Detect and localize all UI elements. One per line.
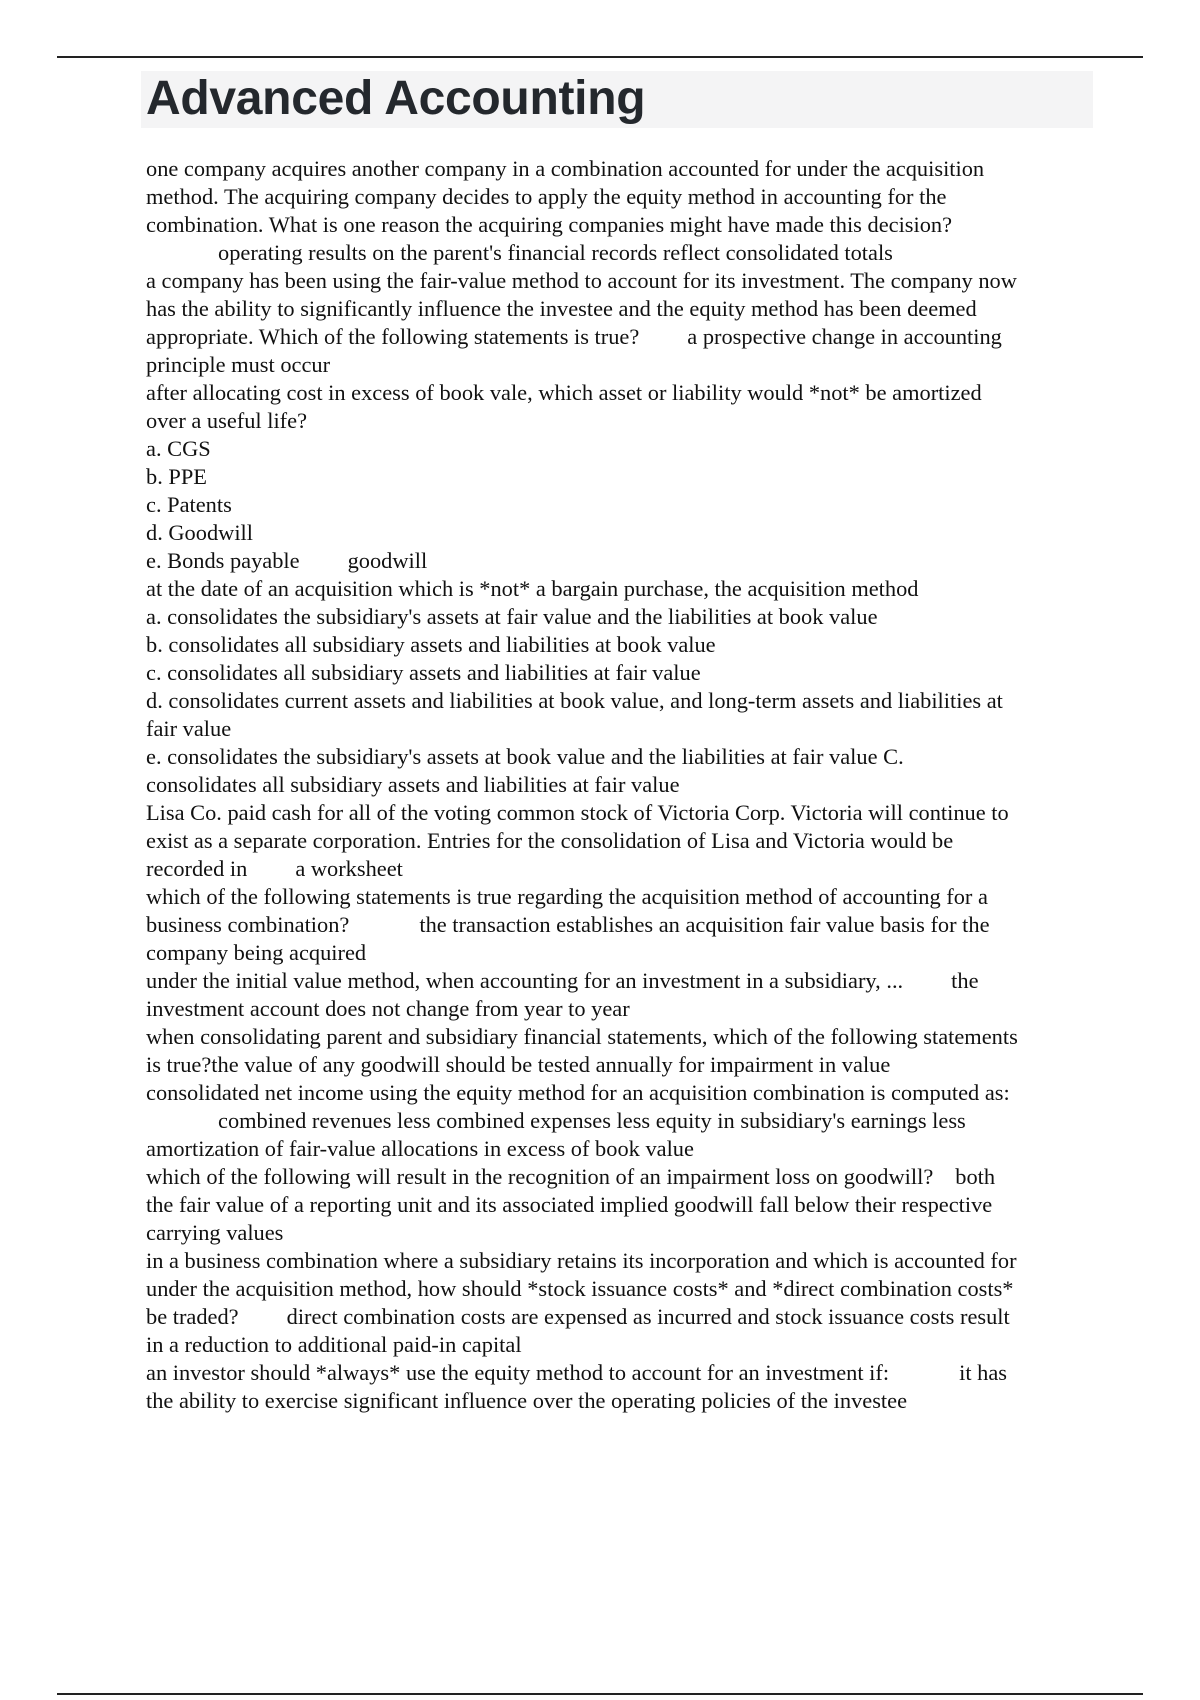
option-line: a. CGS (146, 436, 211, 461)
text-line: the fair value of a reporting unit and its associated implied goodwill fall below their respective (146, 1192, 993, 1217)
option-line: b. PPE (146, 464, 207, 489)
text-line: when consolidating parent and subsidiary financial statements, which of the following statements (146, 1024, 1018, 1049)
answer-text: a worksheet (295, 856, 403, 881)
text-line (146, 1359, 1146, 1387)
option-line (146, 547, 1146, 575)
option-line: d. consolidates current assets and liabilities at book value, and long-term assets and liabilities at (146, 688, 1003, 713)
question-text: be traded? (146, 1304, 239, 1329)
answer-text: a prospective change in accounting (687, 324, 1002, 349)
option-line: a. consolidates the subsidiary's assets at fair value and the liabilities at book value (146, 604, 878, 629)
text-line: in a reduction to additional paid-in capital (146, 1332, 522, 1357)
text-line: carrying values (146, 1220, 284, 1245)
text-line (146, 1163, 1146, 1191)
text-line: at the date of an acquisition which is *not* a bargain purchase, the acquisition method (146, 576, 919, 601)
question-text: an investor should *always* use the equity method to account for an investment if: (146, 1360, 890, 1385)
top-rule (57, 56, 1143, 58)
answer-text: goodwill (347, 548, 428, 573)
text-line: principle must occur (146, 352, 331, 377)
question-text: appropriate. Which of the following statements is true? (146, 324, 640, 349)
question-text: business combination? (146, 912, 350, 937)
text-line: exist as a separate corporation. Entries for the consolidation of Lisa and Victoria would be (146, 828, 954, 853)
option-line: e. consolidates the subsidiary's assets at book value and the liabilities at fair value C. (146, 744, 904, 769)
answer-line: operating results on the parent's financial records reflect consolidated totals (218, 240, 893, 265)
text-line: in a business combination where a subsidiary retains its incorporation and which is accounted for (146, 1248, 1017, 1273)
text-line: is true?the value of any goodwill should be tested annually for impairment in value (146, 1052, 891, 1077)
bottom-rule (57, 1693, 1143, 1695)
text-line: combination. What is one reason the acquiring companies might have made this decision? (146, 212, 953, 237)
option-line: c. consolidates all subsidiary assets and liabilities at fair value (146, 660, 701, 685)
option-line: fair value (146, 716, 232, 741)
text-line: method. The acquiring company decides to apply the equity method in accounting for the (146, 184, 947, 209)
question-text: which of the following will result in the recognition of an impairment loss on goodwill? (146, 1164, 934, 1189)
option-line: b. consolidates all subsidiary assets and liabilities at book value (146, 632, 716, 657)
text-line: over a useful life? (146, 408, 308, 433)
answer-text: both (955, 1164, 996, 1189)
answer-line: consolidates all subsidiary assets and liabilities at fair value (146, 772, 680, 797)
option-text: e. Bonds payable (146, 548, 300, 573)
text-line (146, 855, 1146, 883)
document-body (146, 155, 1146, 1415)
question-text: under the initial value method, when accounting for an investment in a subsidiary, ... (146, 968, 904, 993)
text-line: amortization of fair-value allocations in excess of book value (146, 1136, 694, 1161)
text-line: company being acquired (146, 940, 367, 965)
text-line: a company has been using the fair-value method to account for its investment. The company now (146, 268, 1017, 293)
text-line: Lisa Co. paid cash for all of the voting common stock of Victoria Corp. Victoria will continue to (146, 800, 1009, 825)
text-line: investment account does not change from year to year (146, 996, 630, 1021)
answer-line: combined revenues less combined expenses less equity in subsidiary's earnings less (218, 1108, 966, 1133)
text-line: the ability to exercise significant influence over the operating policies of the investee (146, 1388, 908, 1413)
answer-text: it has (959, 1360, 1007, 1385)
text-line: under the acquisition method, how should *stock issuance costs* and *direct combination costs* (146, 1276, 1014, 1301)
option-line: d. Goodwill (146, 520, 253, 545)
text-line (146, 967, 1146, 995)
option-line: c. Patents (146, 492, 232, 517)
answer-text: direct combination costs are expensed as incurred and stock issuance costs result (286, 1304, 1010, 1329)
text-line (146, 911, 1146, 939)
text-line: which of the following statements is true regarding the acquisition method of accounting for a (146, 884, 988, 909)
document-title: Advanced Accounting (146, 72, 646, 125)
text-line (146, 323, 1146, 351)
text-line (146, 1303, 1146, 1331)
text-line: consolidated net income using the equity method for an acquisition combination is computed as: (146, 1080, 1010, 1105)
text-line: after allocating cost in excess of book vale, which asset or liability would *not* be amortized (146, 380, 982, 405)
question-text: recorded in (146, 856, 248, 881)
answer-text: the transaction establishes an acquisition fair value basis for the (419, 912, 990, 937)
text-line: has the ability to significantly influence the investee and the equity method has been deemed (146, 296, 977, 321)
text-line: one company acquires another company in a combination accounted for under the acquisition (146, 156, 985, 181)
answer-text: the (951, 968, 979, 993)
